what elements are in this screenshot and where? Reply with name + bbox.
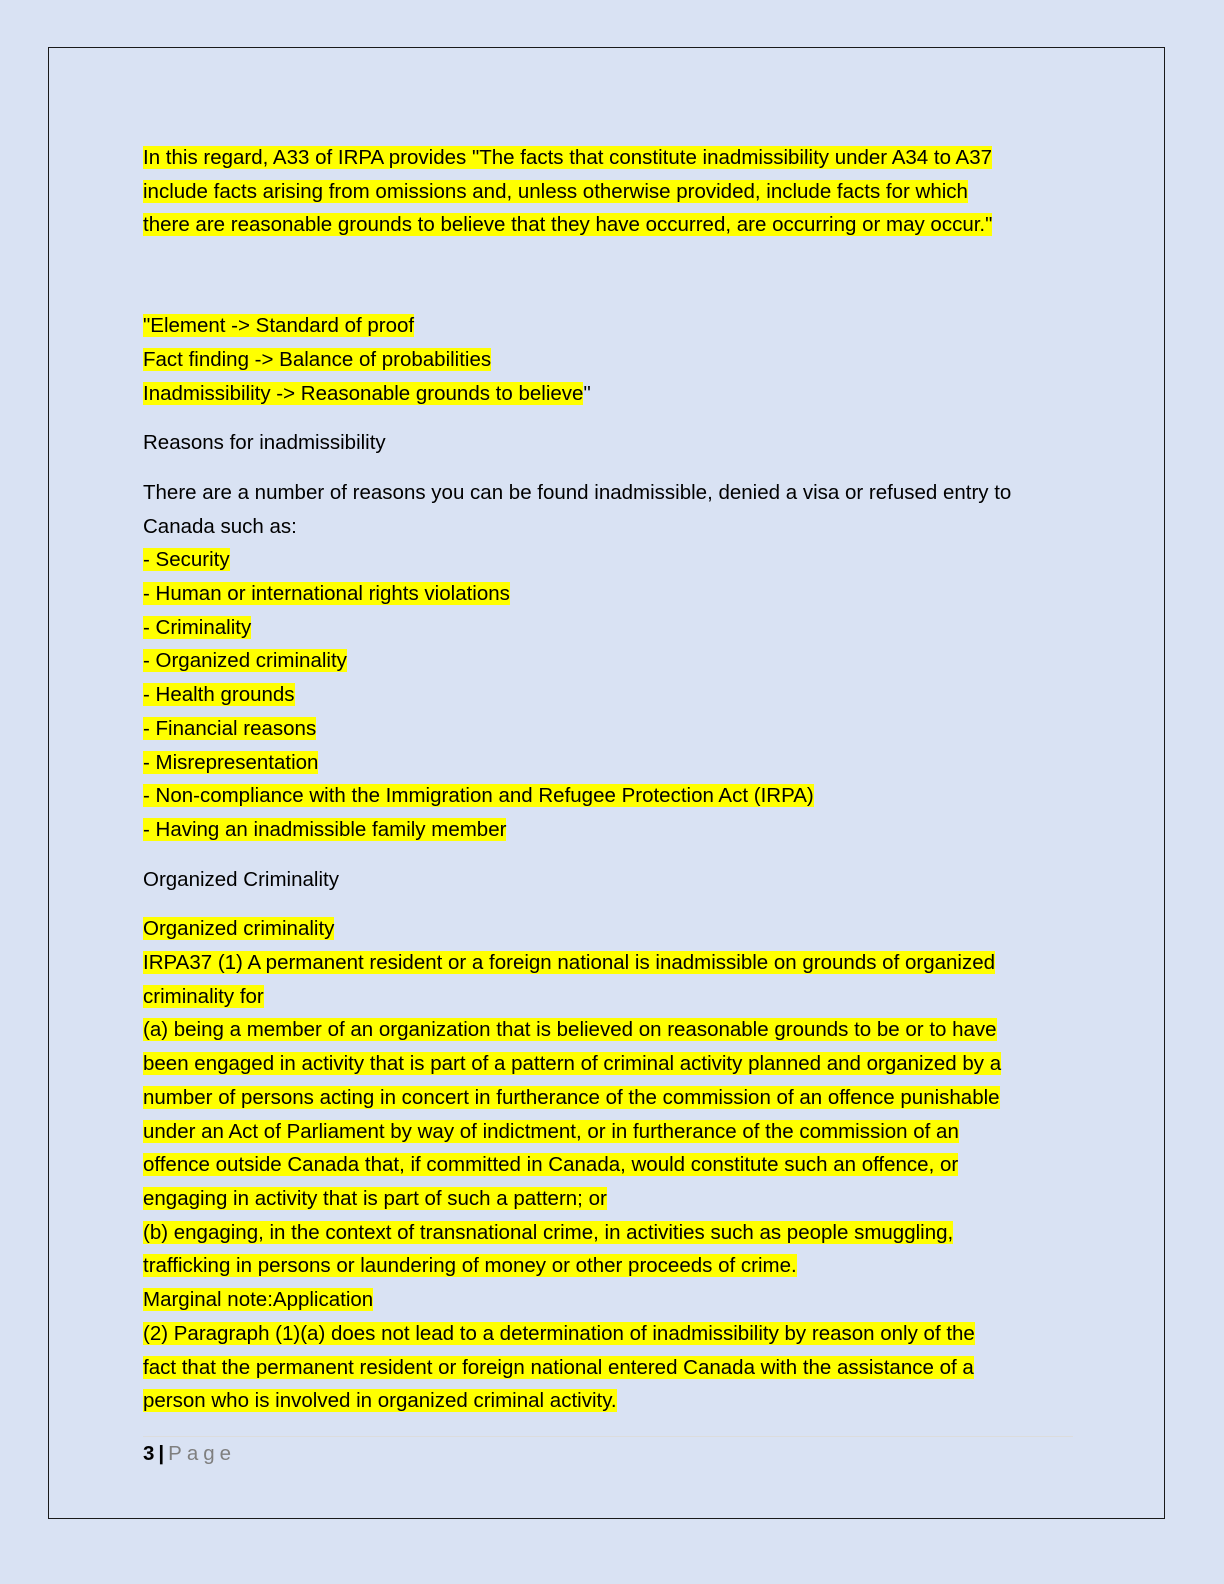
page-content — [143, 141, 1073, 1418]
text-line: person who is involved in organized criminal activity. — [143, 1389, 617, 1413]
text-line: criminality for — [143, 984, 264, 1008]
reasons-intro-line-2: Canada such as: — [143, 514, 297, 538]
intro-line-1: In this regard, A33 of IRPA provides "The facts that constitute inadmissibility under A34 to A37 — [143, 146, 993, 169]
page-footer — [143, 1440, 236, 1468]
list-item: - Organized criminality — [143, 649, 347, 673]
list-item: - Health grounds — [143, 683, 295, 707]
list-item: - Criminality — [143, 615, 252, 639]
text-line: (a) being a member of an organization that is believed on reasonable grounds to be or to have — [143, 1018, 997, 1042]
spacer — [143, 460, 1073, 476]
page-label: Page — [168, 1442, 237, 1465]
text-line: been engaged in activity that is part of a pattern of criminal activity planned and organized by a — [143, 1052, 1002, 1076]
reasons-heading: Reasons for inadmissibility — [143, 431, 386, 455]
spacer — [143, 896, 1073, 912]
list-item: - Having an inadmissible family member — [143, 817, 507, 841]
standards-line-1: "Element -> Standard of proof — [143, 314, 415, 338]
footer-separator: | — [158, 1442, 165, 1465]
text-line: number of persons acting in concert in furtherance of the commission of an offence punishable — [143, 1085, 1000, 1109]
intro-line-3: there are reasonable grounds to believe that they have occurred, are occurring or may occur." — [143, 213, 993, 237]
organized-heading: Organized Criminality — [143, 867, 339, 891]
text-line: Organized criminality — [143, 917, 335, 941]
reasons-intro-line-1: There are a number of reasons you can be found inadmissible, denied a visa or refused entry to — [143, 480, 1012, 504]
list-item: - Security — [143, 548, 230, 572]
text-line: under an Act of Parliament by way of indictment, or in furtherance of the commission of an — [143, 1119, 959, 1143]
text-line: trafficking in persons or laundering of money or other proceeds of crime. — [143, 1254, 797, 1278]
text-line: (b) engaging, in the context of transnational crime, in activities such as people smuggling, — [143, 1220, 954, 1244]
list-item: - Non-compliance with the Immigration and Refugee Protection Act (IRPA) — [143, 784, 814, 808]
intro-line-2: include facts arising from omissions and, unless otherwise provided, include facts for which — [143, 179, 968, 203]
footer-divider — [143, 1436, 1073, 1437]
list-item: - Financial reasons — [143, 716, 317, 740]
standards-line-2: Fact finding -> Balance of probabilities — [143, 347, 492, 371]
text-line: fact that the permanent resident or foreign national entered Canada with the assistance of a — [143, 1355, 974, 1379]
text-line: engaging in activity that is part of such a pattern; or — [143, 1186, 607, 1210]
text-line: offence outside Canada that, if committed in Canada, would constitute such an offence, or — [143, 1153, 959, 1177]
list-item: - Human or international rights violations — [143, 582, 510, 606]
standards-line-3: Inadmissibility -> Reasonable grounds to believe" — [143, 381, 591, 405]
text-line: Marginal note:Application — [143, 1288, 374, 1312]
list-item: - Misrepresentation — [143, 750, 319, 774]
text-line: (2) Paragraph (1)(a) does not lead to a determination of inadmissibility by reason only of the — [143, 1321, 975, 1345]
spacer — [143, 410, 1073, 426]
page-number: 3 — [143, 1442, 155, 1465]
spacer — [143, 847, 1073, 863]
text-line: IRPA37 (1) A permanent resident or a foreign national is inadmissible on grounds of organized — [143, 951, 996, 975]
spacer — [143, 242, 1073, 309]
